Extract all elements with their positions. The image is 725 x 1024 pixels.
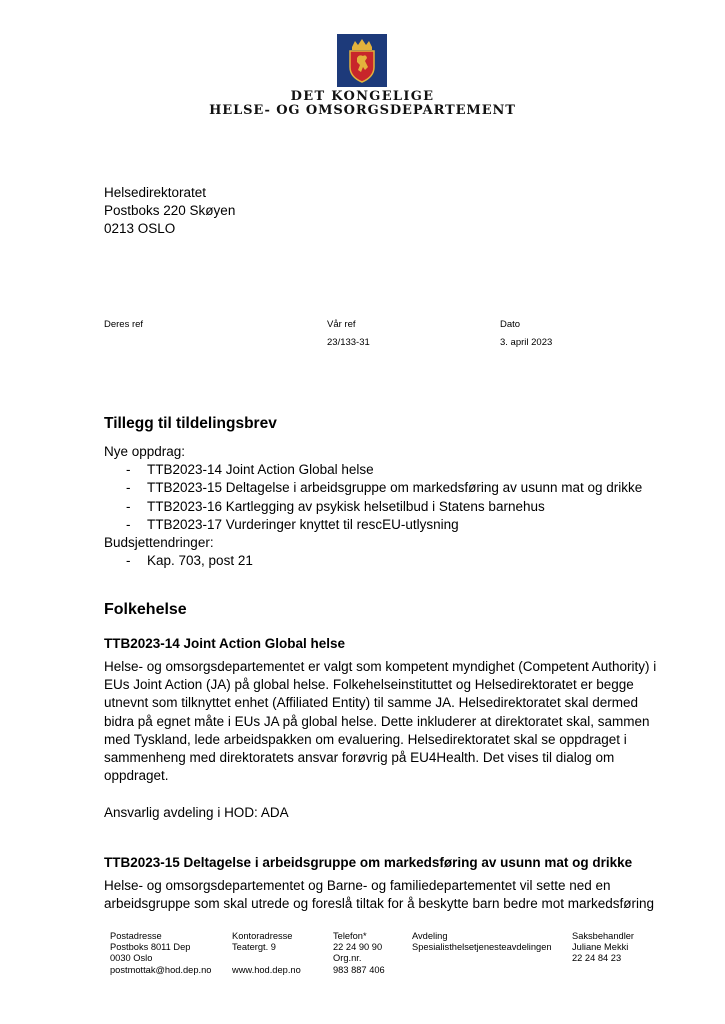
footer-value [232,953,301,964]
footer-label: Avdeling [412,931,448,941]
department-name-line2: HELSE- OG OMSORGSDEPARTEMENT [209,103,516,118]
subsection-heading: TTB2023-15 Deltagelse i arbeidsgruppe om markedsføring av usunn mat og drikke [104,855,633,870]
department-name-line1: DET KONGELIGE [290,89,435,104]
body-line: bidra på egnet måte i EUs JA på global helse. Dette inkluderer at direktoratet skal, sammen [104,713,650,729]
footer-kontoradresse [232,931,301,976]
subsection-body [104,877,664,913]
body-line: oppdraget. [104,768,169,784]
responsible-department: Ansvarlig avdeling i HOD: ADA [104,805,289,820]
deres-ref-label: Deres ref [104,319,144,330]
footer-label: Postadresse [110,931,162,941]
budsjett-label: Budsjettendringer: [104,535,214,550]
dato-value: 3. april 2023 [500,337,553,348]
list-item: - TTB2023-14 Joint Action Global helse [126,462,374,477]
nye-oppdrag-label: Nye oppdrag: [104,444,186,459]
footer-label: Telefon* [333,931,367,941]
list-item-text: TTB2023-15 Deltagelse i arbeidsgruppe om markedsføring av usunn mat og drikke [147,480,643,495]
list-item: - Kap. 703, post 21 [126,553,253,568]
footer-saksbehandler [572,931,634,965]
footer-value: Teatergt. 9 [232,942,276,953]
subsection-body [104,658,664,785]
subsection-heading: TTB2023-14 Joint Action Global helse [104,636,346,651]
var-ref-value: 23/133-31 [327,337,370,348]
footer-label: Kontoradresse [232,931,293,941]
list-item: - TTB2023-16 Kartlegging av psykisk helsetilbud i Statens barnehus [126,499,545,514]
recipient-name: Helsedirektoratet [104,185,207,200]
list-item-text: TTB2023-16 Kartlegging av psykisk helsetilbud i Statens barnehus [147,499,545,514]
footer-postadresse [110,931,211,976]
body-line: Helse- og omsorgsdepartementet og Barne- og familiedepartementet vil sette ned en [104,878,611,893]
footer-value: 22 24 84 23 [572,953,622,964]
body-line: EUs Joint Action (JA) på global helse. Folkehelseinstituttet og Helsedirektoratet er begge [104,677,634,693]
dato-label: Dato [500,319,521,330]
list-item-text: TTB2023-14 Joint Action Global helse [147,462,374,477]
coat-of-arms-icon [337,34,387,87]
footer-label: Saksbehandler [572,931,635,941]
body-line: arbeidsgruppe som skal utrede og foreslå tiltak for å beskytte barn bedre mot markedsføring [104,896,655,912]
letter-title: Tillegg til tildelingsbrev [104,415,277,432]
body-line: sammenheng med direktoratets ansvar forøvrig på EU4Health. Det vises til dialog om [104,750,615,766]
list-item-text: Kap. 703, post 21 [147,553,253,568]
footer-value: Postboks 8011 Dep [110,942,191,953]
footer-value: Juliane Mekki [572,942,629,953]
list-item: - TTB2023-15 Deltagelse i arbeidsgruppe om markedsføring av usunn mat og drikke [126,480,643,495]
footer-value: 0030 Oslo [110,953,153,964]
list-item: - TTB2023-17 Vurderinger knyttet til rescEU-utlysning [126,517,459,532]
body-line: med Tyskland, lede arbeidspakken om evaluering. Helsedirektoratet skal se oppdraget i [104,731,627,747]
footer-telefon [333,931,385,976]
var-ref-label: Vår ref [327,319,356,330]
recipient-city: 0213 OSLO [104,221,176,236]
footer-label: Org.nr. [333,953,362,964]
footer-website: www.hod.dep.no [232,964,301,975]
footer-value: 22 24 90 90 [333,942,383,953]
footer-email: postmottak@hod.dep.no [110,964,212,975]
list-item-text: TTB2023-17 Vurderinger knyttet til rescEU-utlysning [147,517,459,532]
section-heading: Folkehelse [104,601,187,618]
footer-value: Spesialisthelsetjenesteavdelingen [412,942,552,953]
recipient-street: Postboks 220 Skøyen [104,203,236,218]
footer-value: 983 887 406 [333,964,385,975]
footer-avdeling [412,931,552,953]
body-line: Helse- og omsorgsdepartementet er valgt som kompetent myndighet (Competent Authority) i [104,659,657,674]
body-line: utnevnt som tilknyttet enhet (Affiliated Entity) til samme JA. Helsedirektoratet skal dermed [104,695,638,711]
